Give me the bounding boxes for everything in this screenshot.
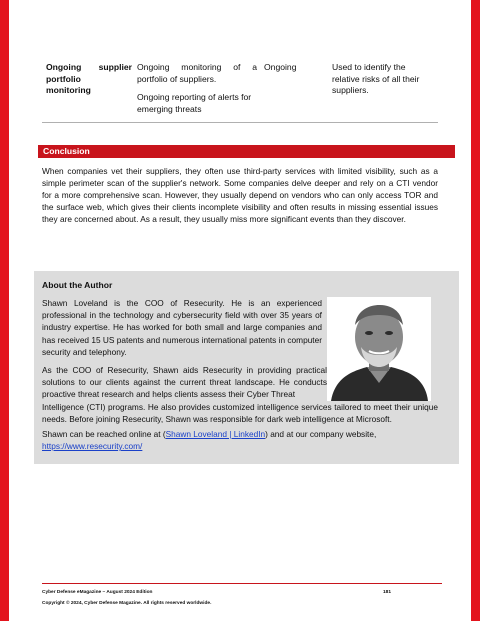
page-number: 181 bbox=[383, 590, 392, 595]
capability-line: portfolio bbox=[46, 73, 81, 84]
contact-prefix: Shawn can be reached online at ( bbox=[42, 429, 166, 439]
description-line: portfolio of suppliers. bbox=[137, 73, 217, 84]
contact-middle: ) and at our company website, bbox=[265, 429, 377, 439]
author-heading: About the Author bbox=[42, 280, 113, 290]
description-word: of bbox=[233, 62, 241, 72]
author-bio-paragraph: Shawn Loveland is the COO of Resecurity. He is an experienced professional in the technology and cybersecurity field with over 35 years of industry expertise. He has worked for both small and large companies and has received 15 US patents and numerous international patents in computer security and telephony. bbox=[42, 298, 322, 357]
description-word: Ongoing bbox=[137, 62, 170, 72]
table-divider bbox=[42, 122, 438, 123]
capability-line: monitoring bbox=[46, 85, 91, 95]
conclusion-body: When companies vet their suppliers, they often use third-party services with limited visibility, such as a simple perimeter scan of the supplier's network. Some companies delve deeper and rely on a CTI vendor for a more comprehensive scan. However, they usually depend on vendors who can only access TOR and the surface web, which gives their clients incomplete visibility and often results in missing essential issues they are concerned about. As a result, they usually miss more significant events than they discover. bbox=[42, 166, 438, 225]
capability-word: supplier bbox=[98, 62, 132, 72]
description-word: monitoring bbox=[181, 62, 222, 72]
frequency-cell: Ongoing bbox=[264, 62, 297, 72]
author-role-paragraph bbox=[42, 364, 438, 425]
left-edge-bar bbox=[0, 0, 9, 621]
description-word: a bbox=[252, 62, 257, 72]
footer-copyright: Copyright © 2024, Cyber Defense Magazine. All rights reserved worldwide. bbox=[42, 601, 212, 606]
description-paragraph: Ongoing reporting of alerts for emerging threats bbox=[137, 92, 252, 114]
right-edge-bar bbox=[471, 0, 480, 621]
purpose-cell: Used to identify the relative risks of all their suppliers. bbox=[332, 62, 420, 95]
website-link[interactable]: https://www.resecurity.com/ bbox=[42, 441, 143, 452]
linkedin-link[interactable]: Shawn Loveland | LinkedIn bbox=[165, 429, 266, 439]
description-cell bbox=[137, 62, 257, 122]
footer-edition: Cyber Defense eMagazine – August 2024 Edition bbox=[42, 590, 153, 595]
conclusion-heading: Conclusion bbox=[38, 145, 455, 158]
author-role-text-rest: Intelligence (CTI) programs. He also provides customized intelligence services tailored to meet their unique needs. Before joining Resecurity, Shawn was responsible for dark web intelligence at Microsoft. bbox=[42, 401, 438, 424]
footer-rule bbox=[42, 583, 442, 584]
author-role-text-narrow: As the COO of Resecurity, Shawn aids Resecurity in providing practical solutions to our clients against the current threat landscape. He conducts proactive threat research and helps clients assess their Cyber Threat bbox=[42, 365, 327, 400]
capability-word: Ongoing bbox=[46, 62, 82, 72]
author-contact-paragraph bbox=[42, 428, 438, 452]
capability-cell bbox=[46, 62, 132, 97]
